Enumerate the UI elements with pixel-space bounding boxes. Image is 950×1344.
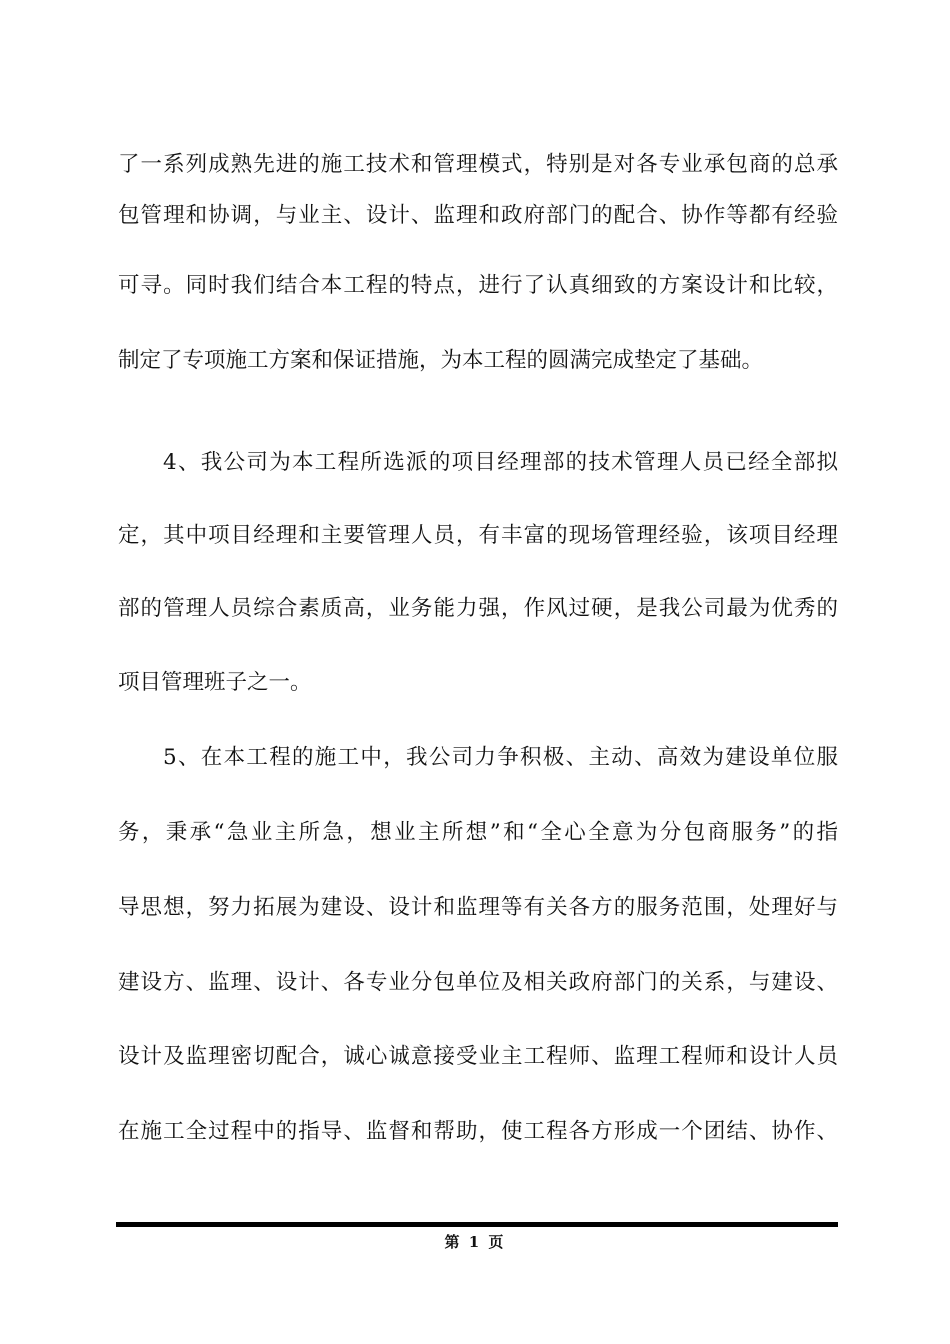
paragraph-start-line: 5、在本工程的施工中，我公司力争积极、主动、高效为建设单位服 <box>163 745 838 770</box>
page-number: 第 1 页 <box>444 1233 506 1251</box>
text-line: 务，秉承“急业主所急，想业主所想”和“全心全意为分包商服务”的指 <box>118 820 838 845</box>
text-line: 部的管理人员综合素质高，业务能力强，作风过硬，是我公司最为优秀的 <box>118 596 838 621</box>
text-line: 可寻。同时我们结合本工程的特点，进行了认真细致的方案设计和比较， <box>118 273 838 298</box>
paragraph-start-line: 4、我公司为本工程所选派的项目经理部的技术管理人员已经全部拟 <box>163 450 838 475</box>
text-line: 包管理和协调，与业主、设计、监理和政府部门的配合、协作等都有经验 <box>118 203 838 228</box>
text-line: 项目管理班子之一。 <box>118 670 312 695</box>
text-line: 导思想，努力拓展为建设、设计和监理等有关各方的服务范围，处理好与 <box>118 895 838 920</box>
text-line: 建设方、监理、设计、各专业分包单位及相关政府部门的关系，与建设、 <box>118 970 838 995</box>
footer-divider <box>116 1222 838 1227</box>
text-line: 制定了专项施工方案和保证措施，为本工程的圆满完成垫定了基础。 <box>118 348 764 373</box>
text-line: 在施工全过程中的指导、监督和帮助，使工程各方形成一个团结、协作、 <box>118 1119 838 1144</box>
text-line: 定，其中项目经理和主要管理人员，有丰富的现场管理经验，该项目经理 <box>118 523 838 548</box>
text-line: 设计及监理密切配合，诚心诚意接受业主工程师、监理工程师和设计人员 <box>118 1044 838 1069</box>
text-line: 了一系列成熟先进的施工技术和管理模式，特别是对各专业承包商的总承 <box>118 152 838 177</box>
